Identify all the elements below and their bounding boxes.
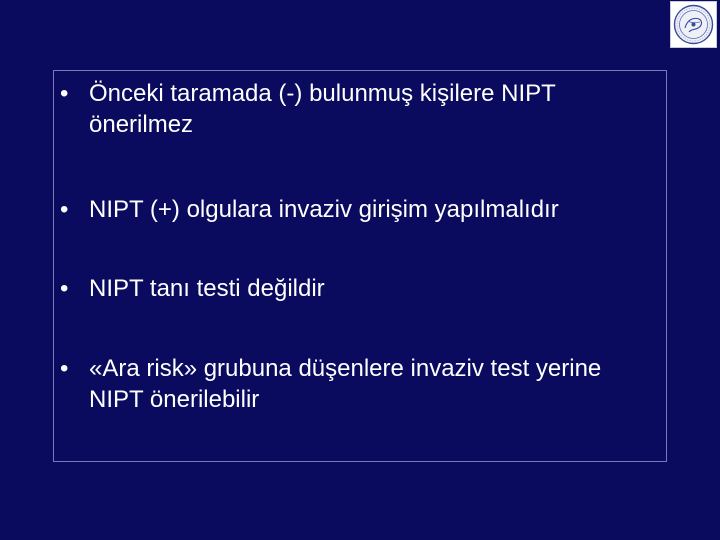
content-box: [53, 70, 667, 462]
list-item: [60, 353, 650, 415]
bullet-dot: •: [60, 80, 69, 107]
bullet-dot: •: [60, 355, 69, 382]
bullet-text: «Ara risk» grubuna düşenlere invaziv test yerine NIPT önerilebilir: [89, 355, 602, 413]
bullet-text: NIPT tanı testi değildir: [89, 275, 325, 302]
bullet-text: Önceki taramada (-) bulunmuş kişilere NIPT önerilmez: [89, 80, 556, 138]
list-item: [60, 78, 650, 140]
bullet-dot: •: [60, 196, 69, 223]
list-item: [60, 273, 650, 304]
bullet-dot: •: [60, 275, 69, 302]
list-item: [60, 194, 650, 225]
bullet-text: NIPT (+) olgulara invaziv girişim yapılmalıdır: [89, 196, 559, 223]
seal-logo-icon: [670, 1, 717, 48]
